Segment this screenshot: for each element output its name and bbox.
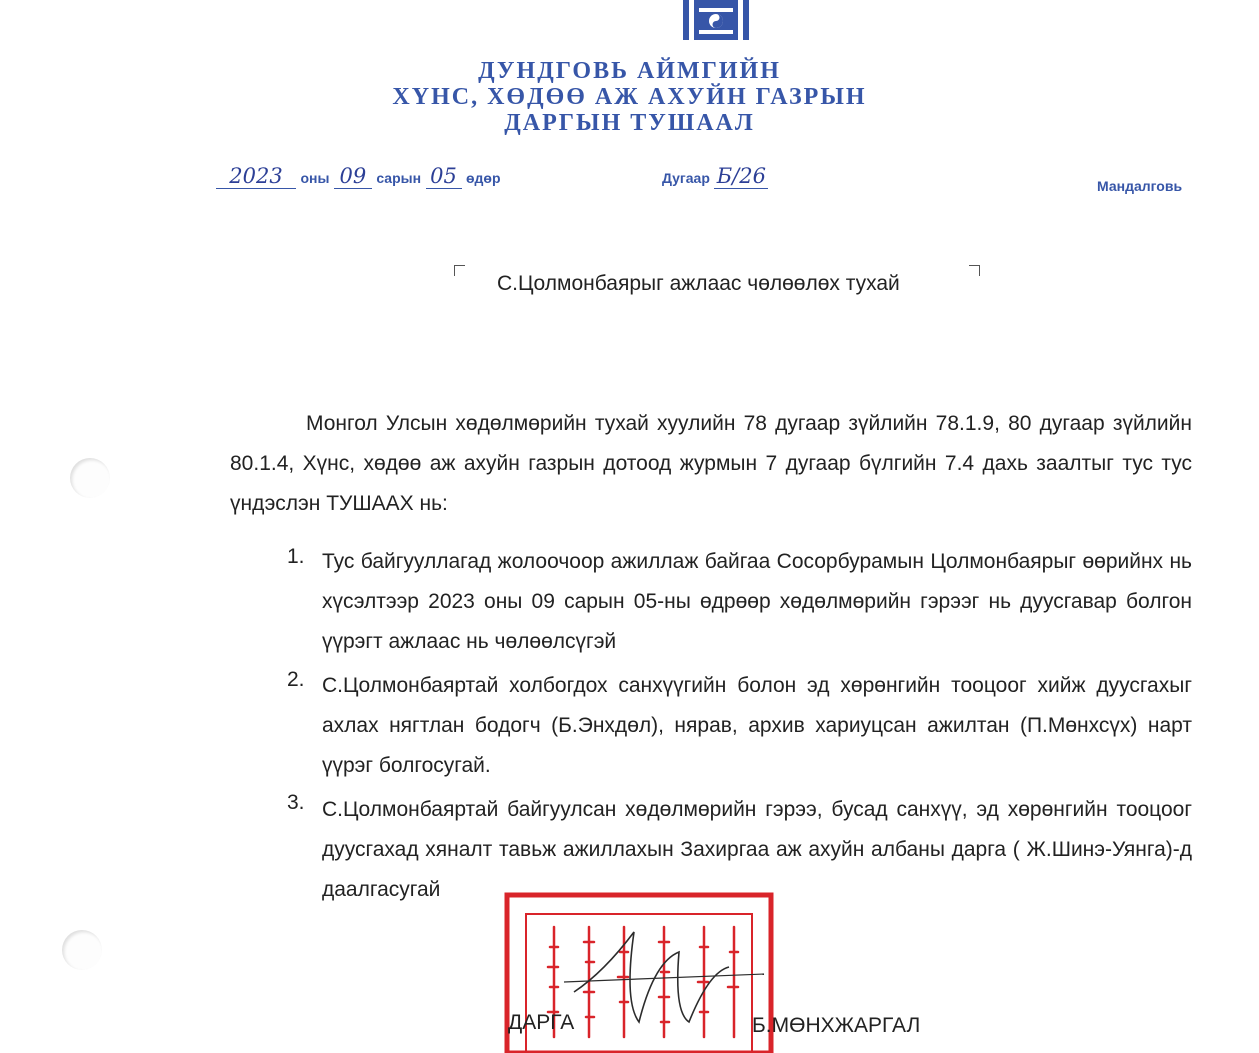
day-label: өдөр bbox=[465, 170, 501, 186]
intro-paragraph: Монгол Улсын хөдөлмөрийн тухай хуулийн 78 дугаар зүйлийн 78.1.9, 80 дугаар зүйлийн 80.1.4, Хүнс, хөдөө аж ахуйн газрын дотоод журмын 7 дугаар бүлгийн 7.4 дахь заалтыг тус тус үндэслэн ТУШААХ нь: bbox=[230, 412, 1192, 515]
subject: С.Цолмонбаярыг ажлаас чөлөөлөх тухай bbox=[497, 272, 900, 295]
date-line bbox=[216, 164, 526, 196]
list-item: С.Цолмонбаяртай байгуулсан хөдөлмөрийн гэрээ, бусад санхүү, эд хөрөнгийн тооцоог дуусгахад хяналт тавьж ажиллахын Захиргаа аж ахуйн албаны дарга ( Ж.Шинэ-Уянга)-д даалгасугай bbox=[322, 798, 1192, 901]
state-emblem-icon bbox=[683, 0, 749, 40]
list-item: Тус байгууллагад жолоочоор ажиллаж байгаа Сосорбурамын Цолмонбаярыг өөрийнх нь хүсэлтээр 2023 оны 09 сарын 05-ны өдрөөр хөдөлмөрийн гэрээг нь дуусгавар болгон үүрэгт ажлаас нь чөлөөлсүгэй bbox=[322, 550, 1192, 653]
bracket-right bbox=[969, 265, 980, 276]
day-value: 05 bbox=[426, 164, 462, 189]
signatory-title: ДАРГА bbox=[508, 1011, 575, 1034]
item-number: 1. bbox=[287, 545, 305, 568]
item-number: 3. bbox=[287, 791, 305, 814]
org-line-1: ДУНДГОВЬ АЙМГИЙН bbox=[478, 58, 781, 84]
bracket-left bbox=[454, 265, 465, 276]
item-number: 2. bbox=[287, 668, 305, 691]
signatory-name: Б.МӨНХЖАРГАЛ bbox=[752, 1014, 921, 1037]
list-item: С.Цолмонбаяртай холбогдох санхүүгийн болон эд хөрөнгийн тооцоог хийж дуусгахыг ахлах нягтлан бодогч (Б.Энхдөл), нярав, архив хариуцсан ажилтан (П.Мөнхсүх) нарт үүрэг болгосугай. bbox=[322, 674, 1192, 777]
month-label: сарын bbox=[376, 170, 422, 186]
number-value: Б/26 bbox=[714, 164, 768, 189]
org-line-2: ХҮНС, ХӨДӨӨ АЖ АХУЙН ГАЗРЫН bbox=[392, 84, 867, 110]
month-value: 09 bbox=[334, 164, 372, 189]
year-value: 2023 bbox=[216, 164, 296, 189]
punch-hole bbox=[62, 930, 102, 970]
city: Мандалговь bbox=[1097, 178, 1183, 194]
year-label: оны bbox=[300, 170, 330, 186]
punch-hole bbox=[70, 458, 110, 498]
order-title: ДАРГЫН ТУШААЛ bbox=[504, 110, 755, 136]
number-label: Дугаар bbox=[662, 170, 710, 186]
order-number bbox=[662, 164, 812, 196]
